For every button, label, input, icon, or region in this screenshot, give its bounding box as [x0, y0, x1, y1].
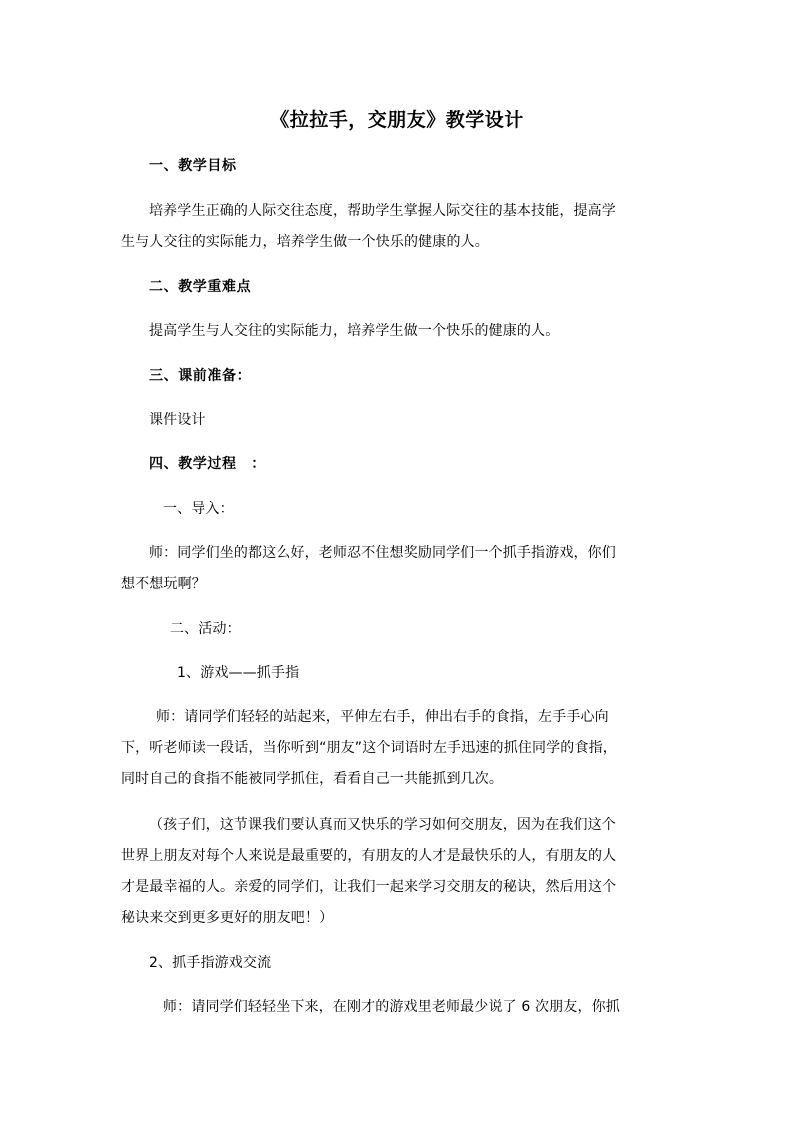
- paragraph-line: 生与人交往的实际能力，培养学生做一个快乐的健康的人。: [121, 234, 489, 250]
- paragraph-line: 课件设计: [149, 412, 206, 428]
- paragraph-line: （孩子们，这节课我们要认真而又快乐的学习如何交朋友，因为在我们这个: [149, 817, 616, 833]
- section-heading-teaching-goals: 一、教学目标: [149, 158, 237, 174]
- paragraph-line: 培养学生正确的人际交往态度，帮助学生掌握人际交往的基本技能，提高学: [149, 203, 616, 219]
- paragraph-line: 世界上朋友对每个人来说是最重要的，有朋友的人才是最快乐的人，有朋友的人: [121, 848, 617, 864]
- paragraph-line: 同时自己的食指不能被同学抓住，看看自己一共能抓到几次。: [121, 771, 504, 787]
- paragraph-line: 想不想玩啊？: [121, 576, 206, 592]
- document-title: 《拉拉手，交朋友》教学设计: [270, 109, 524, 131]
- paragraph-line: 秘诀来交到更多更好的朋友吧！）: [121, 910, 334, 926]
- paragraph-line: 师：请同学们轻轻坐下来，在刚才的游戏里老师最少说了 6 次朋友，你抓: [163, 999, 620, 1015]
- paragraph-line: 师：同学们坐的都这么好，老师忍不住想奖励同学们一个抓手指游戏，你们: [149, 545, 616, 561]
- paragraph-line: 提高学生与人交往的实际能力，培养学生做一个快乐的健康的人。: [149, 323, 560, 339]
- paragraph-line: 师：请同学们轻轻的站起来，平伸左右手，伸出右手的食指，左手手心向: [156, 709, 609, 725]
- subheading-game: 1、游戏——抓手指: [177, 665, 300, 681]
- section-heading-preparation: 三、课前准备：: [149, 368, 252, 384]
- paragraph-line: 才是最幸福的人。亲爱的同学们，让我们一起来学习交朋友的秘诀，然后用这个: [121, 879, 617, 895]
- subheading-exchange: 2、抓手指游戏交流: [149, 955, 272, 971]
- subheading-activity: 二、活动：: [170, 621, 241, 637]
- section-heading-key-points: 二、教学重难点: [149, 279, 252, 295]
- subheading-intro: 一、导入：: [163, 501, 234, 517]
- section-heading-process: 四、教学过程 ：: [149, 456, 266, 472]
- paragraph-line: 下，听老师读一段话，当你听到“朋友”这个词语时左手迅速的抓住同学的食指，: [121, 740, 617, 756]
